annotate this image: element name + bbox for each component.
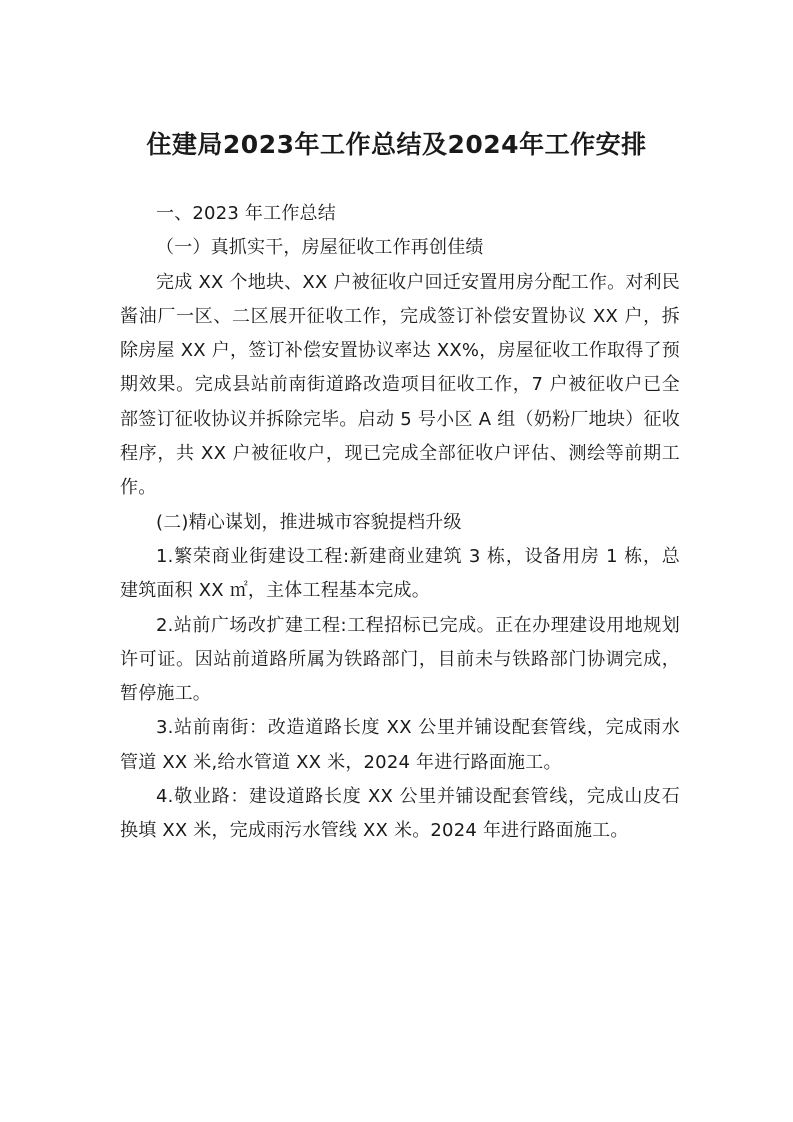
section-heading-summary: 一、2023 年工作总结 <box>156 203 336 224</box>
paragraph-item-2: 2.站前广场改扩建工程:工程招标已完成。正在办理建设用地规划许可证。因站前道路所属为铁路部门，目前未与铁路部门协调完成，暂停施工。 <box>120 614 680 705</box>
subsection-heading-city-appearance: (二)精心谋划，推进城市容貌提档升级 <box>156 511 462 533</box>
document-body <box>120 197 680 849</box>
paragraph-housing-details: 完成 XX 个地块、XX 户被征收户回迁安置用房分配工作。对利民酱油厂一区、二区展开征收工作，完成签订补偿安置协议 XX 户，拆除房屋 XX 户，签订补偿安置协议率达 XX%，房屋征收工作取得了预期效果。完成县站前南街道路改造项目征收工作，7 户被征收户已全部签订征收协议并拆除完毕。启动 5 号小区 A 组（奶粉厂地块）征收程序，共 XX 户被征收户，现已完成全部征收户评估、测绘等前期工作。 <box>120 271 680 499</box>
subsection-heading-housing: （一）真抓实干，房屋征收工作再创佳绩 <box>156 237 484 259</box>
paragraph-item-4: 4.敬业路：建设道路长度 XX 公里并铺设配套管线，完成山皮石换填 XX 米，完成雨污水管线 XX 米。2024 年进行路面施工。 <box>120 786 680 842</box>
paragraph-item-3: 3.站前南街：改造道路长度 XX 公里并铺设配套管线，完成雨水管道 XX 米,给水管道 XX 米，2024 年进行路面施工。 <box>120 717 680 773</box>
paragraph-item-1: 1.繁荣商业街建设工程:新建商业建筑 3 栋，设备用房 1 栋，总建筑面积 XX ㎡，主体工程基本完成。 <box>120 545 680 602</box>
document-title: 住建局2023年工作总结及2024年工作安排 <box>146 130 647 159</box>
